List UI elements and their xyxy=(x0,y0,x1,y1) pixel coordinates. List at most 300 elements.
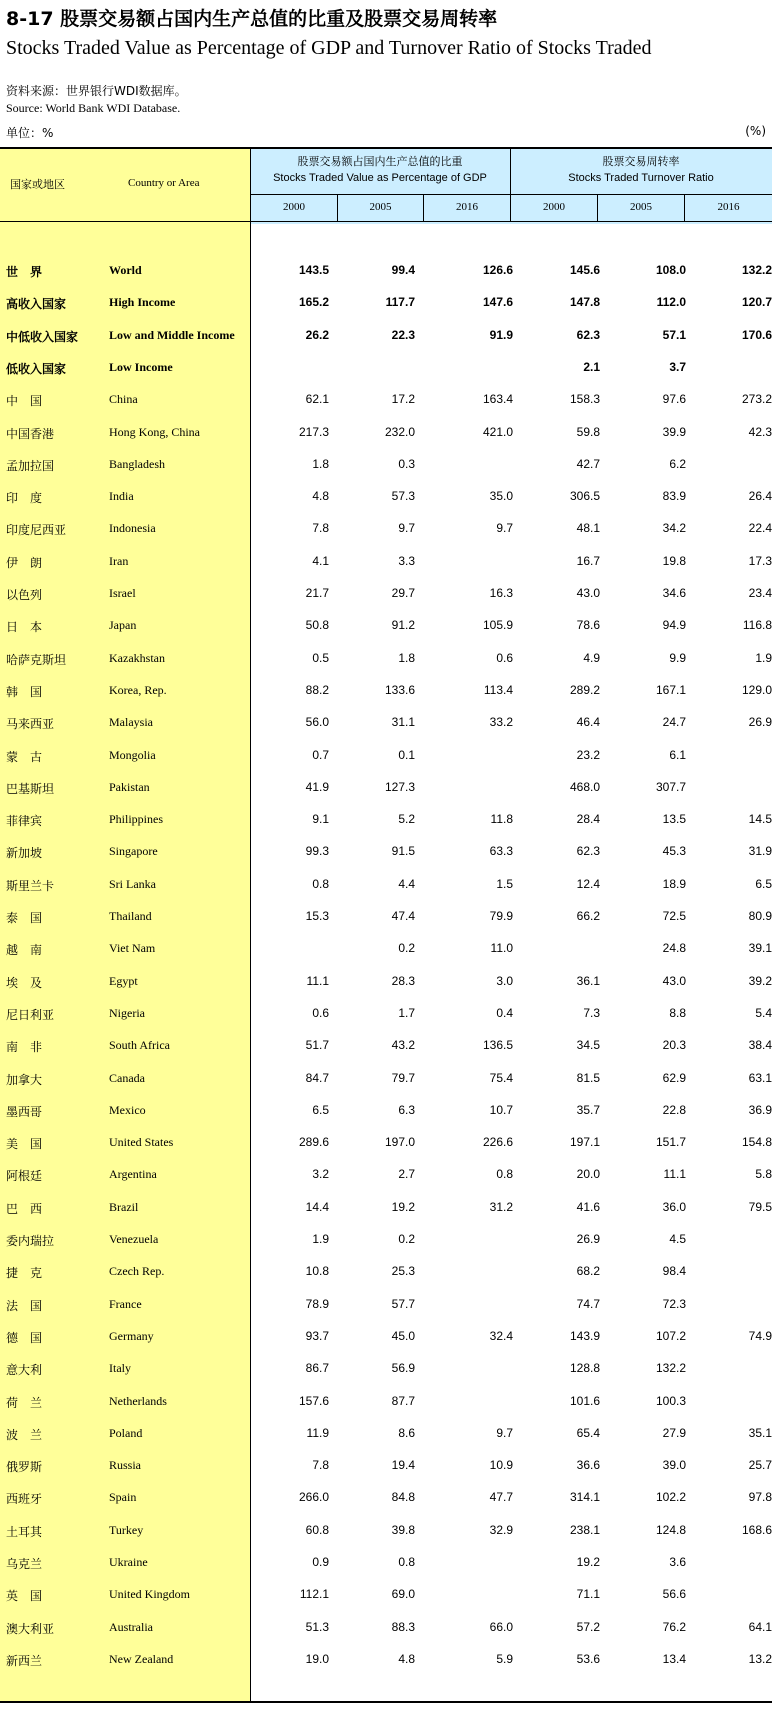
table-row xyxy=(0,1006,772,1024)
value-cell: 19.2 xyxy=(576,1555,600,1569)
value-cell: 39.1 xyxy=(748,941,772,955)
table-row xyxy=(0,1167,772,1185)
value-cell: 1.7 xyxy=(398,1006,415,1020)
country-name-english: Indonesia xyxy=(109,521,156,535)
value-cell: 22.4 xyxy=(748,521,772,535)
group-divider-rule xyxy=(250,194,772,195)
country-name-english: Low Income xyxy=(109,360,173,374)
value-cell: 289.2 xyxy=(569,683,600,697)
value-cell: 76.2 xyxy=(662,1620,686,1634)
value-cell: 143.5 xyxy=(298,263,329,277)
header-bottom-rule xyxy=(0,221,772,222)
value-cell: 57.7 xyxy=(391,1297,415,1311)
country-name-chinese: 加拿大 xyxy=(6,1073,43,1087)
country-name-chinese: 美 国 xyxy=(6,1137,43,1151)
value-cell: 60.8 xyxy=(305,1523,329,1537)
value-cell: 8.6 xyxy=(398,1426,415,1440)
value-cell: 57.3 xyxy=(391,489,415,503)
value-cell: 100.3 xyxy=(655,1394,686,1408)
country-name-english: Iran xyxy=(109,554,129,568)
value-cell: 66.2 xyxy=(576,909,600,923)
value-cell: 108.0 xyxy=(655,263,686,277)
table-row xyxy=(0,651,772,669)
value-cell: 163.4 xyxy=(482,392,513,406)
country-name-english: Mexico xyxy=(109,1103,146,1117)
value-cell: 197.1 xyxy=(569,1135,600,1149)
value-cell: 50.8 xyxy=(305,618,329,632)
value-cell: 158.3 xyxy=(569,392,600,406)
value-cell: 19.0 xyxy=(305,1652,329,1666)
value-cell: 43.2 xyxy=(391,1038,415,1052)
country-name-chinese: 中低收入国家 xyxy=(6,330,79,344)
country-name-english: Philippines xyxy=(109,812,164,826)
country-name-english: Ukraine xyxy=(109,1555,148,1569)
value-cell: 1.8 xyxy=(398,651,415,665)
country-name-english: Thailand xyxy=(109,909,152,923)
value-cell: 7.8 xyxy=(312,521,329,535)
country-name-english: India xyxy=(109,489,134,503)
table-row xyxy=(0,877,772,895)
country-name-english: Brazil xyxy=(109,1200,139,1214)
country-name-chinese: 澳大利亚 xyxy=(6,1622,55,1636)
value-cell: 36.6 xyxy=(576,1458,600,1472)
table-row xyxy=(0,1071,772,1089)
value-cell: 84.7 xyxy=(305,1071,329,1085)
value-cell: 3.7 xyxy=(669,360,686,374)
value-cell: 8.8 xyxy=(669,1006,686,1020)
country-name-chinese: 蒙 古 xyxy=(6,750,43,764)
value-cell: 62.1 xyxy=(305,392,329,406)
year-header: 2000 xyxy=(283,201,305,213)
value-cell: 63.3 xyxy=(489,844,513,858)
value-cell: 0.5 xyxy=(312,651,329,665)
table-row xyxy=(0,974,772,992)
country-name-english: Nigeria xyxy=(109,1006,145,1020)
country-name-english: Canada xyxy=(109,1071,145,1085)
value-cell: 13.2 xyxy=(748,1652,772,1666)
value-cell: 38.4 xyxy=(748,1038,772,1052)
value-cell: 4.8 xyxy=(312,489,329,503)
value-cell: 10.8 xyxy=(305,1264,329,1278)
country-name-chinese: 西班牙 xyxy=(6,1492,43,1506)
country-name-chinese: 印度尼西亚 xyxy=(6,523,67,537)
table-row xyxy=(0,1620,772,1638)
value-cell: 39.2 xyxy=(748,974,772,988)
table-row xyxy=(0,1394,772,1412)
table-row xyxy=(0,360,772,378)
value-cell: 56.0 xyxy=(305,715,329,729)
value-cell: 116.8 xyxy=(742,618,772,632)
value-cell: 63.1 xyxy=(748,1071,772,1085)
table-row xyxy=(0,392,772,410)
value-cell: 99.3 xyxy=(305,844,329,858)
value-cell: 133.6 xyxy=(384,683,415,697)
value-cell: 43.0 xyxy=(576,586,600,600)
value-cell: 289.6 xyxy=(298,1135,329,1149)
country-name-chinese: 委内瑞拉 xyxy=(6,1234,55,1248)
value-cell: 75.4 xyxy=(489,1071,513,1085)
value-cell: 45.0 xyxy=(391,1329,415,1343)
value-cell: 314.1 xyxy=(569,1490,600,1504)
country-name-chinese: 斯里兰卡 xyxy=(6,879,55,893)
country-name-chinese: 马来西亚 xyxy=(6,717,55,731)
value-cell: 4.9 xyxy=(583,651,600,665)
table-row xyxy=(0,1361,772,1379)
table-row xyxy=(0,1652,772,1670)
table-title-chinese: 8-17 股票交易额占国内生产总值的比重及股票交易周转率 xyxy=(6,8,498,30)
table-row xyxy=(0,1297,772,1315)
country-name-chinese: 尼日利亚 xyxy=(6,1008,55,1022)
value-cell: 35.7 xyxy=(576,1103,600,1117)
country-name-chinese: 捷 克 xyxy=(6,1266,43,1280)
country-name-chinese: 中国香港 xyxy=(6,427,55,441)
value-cell: 57.1 xyxy=(662,328,686,342)
year-header: 2016 xyxy=(717,201,740,213)
value-cell: 51.3 xyxy=(305,1620,329,1634)
value-cell: 18.9 xyxy=(662,877,686,891)
value-cell: 4.1 xyxy=(312,554,329,568)
value-cell: 147.8 xyxy=(569,295,600,309)
value-cell: 273.2 xyxy=(741,392,772,406)
value-cell: 226.6 xyxy=(482,1135,513,1149)
value-cell: 72.3 xyxy=(662,1297,686,1311)
value-cell: 24.8 xyxy=(662,941,686,955)
value-cell: 238.1 xyxy=(569,1523,600,1537)
value-cell: 0.4 xyxy=(496,1006,513,1020)
table-row xyxy=(0,1329,772,1347)
value-cell: 56.6 xyxy=(662,1587,686,1601)
value-cell: 11.9 xyxy=(306,1426,329,1440)
value-cell: 132.2 xyxy=(741,263,772,277)
value-cell: 151.7 xyxy=(655,1135,686,1149)
country-name-chinese: 菲律宾 xyxy=(6,814,43,828)
country-name-english: Germany xyxy=(109,1329,154,1343)
source-note-chinese: 资料来源：世界银行WDI数据库。 xyxy=(6,84,187,98)
value-cell: 167.1 xyxy=(655,683,686,697)
value-cell: 39.0 xyxy=(662,1458,686,1472)
value-cell: 6.2 xyxy=(669,457,686,471)
value-cell: 62.3 xyxy=(576,328,600,342)
country-name-chinese: 波 兰 xyxy=(6,1428,43,1442)
country-name-chinese: 高收入国家 xyxy=(6,297,67,311)
value-cell: 3.6 xyxy=(669,1555,686,1569)
value-cell: 127.3 xyxy=(384,780,415,794)
country-name-chinese: 意大利 xyxy=(6,1363,43,1377)
value-cell: 72.5 xyxy=(662,909,686,923)
value-cell: 3.3 xyxy=(398,554,415,568)
value-cell: 25.3 xyxy=(391,1264,415,1278)
country-name-chinese: 英 国 xyxy=(6,1589,43,1603)
table-row xyxy=(0,1490,772,1508)
value-cell: 132.2 xyxy=(655,1361,686,1375)
country-name-chinese: 巴基斯坦 xyxy=(6,782,55,796)
value-cell: 9.9 xyxy=(669,651,686,665)
country-name-english: Australia xyxy=(109,1620,153,1634)
value-cell: 197.0 xyxy=(384,1135,415,1149)
country-name-english: High Income xyxy=(109,295,176,309)
table-row xyxy=(0,521,772,539)
value-cell: 31.2 xyxy=(489,1200,513,1214)
value-cell: 94.9 xyxy=(662,618,686,632)
value-cell: 7.3 xyxy=(583,1006,600,1020)
value-cell: 0.2 xyxy=(398,1232,415,1246)
value-cell: 0.6 xyxy=(312,1006,329,1020)
value-cell: 0.8 xyxy=(312,877,329,891)
country-name-chinese: 韩 国 xyxy=(6,685,43,699)
value-cell: 13.4 xyxy=(662,1652,686,1666)
country-name-chinese: 印 度 xyxy=(6,491,43,505)
country-name-chinese: 法 国 xyxy=(6,1299,43,1313)
country-name-english: South Africa xyxy=(109,1038,170,1052)
value-cell: 64.1 xyxy=(748,1620,772,1634)
value-cell: 5.8 xyxy=(755,1167,772,1181)
table-row xyxy=(0,683,772,701)
value-cell: 26.9 xyxy=(576,1232,600,1246)
value-cell: 20.3 xyxy=(662,1038,686,1052)
country-name-english: Spain xyxy=(109,1490,137,1504)
value-cell: 84.8 xyxy=(391,1490,415,1504)
country-name-chinese: 新西兰 xyxy=(6,1654,43,1668)
value-cell: 47.4 xyxy=(391,909,415,923)
value-cell: 71.1 xyxy=(576,1587,600,1601)
value-cell: 0.6 xyxy=(496,651,513,665)
table-row xyxy=(0,328,772,346)
table-row xyxy=(0,457,772,475)
table-row xyxy=(0,1038,772,1056)
value-cell: 79.7 xyxy=(391,1071,415,1085)
group2-header-chinese: 股票交易周转率 xyxy=(602,155,680,168)
value-cell: 126.6 xyxy=(482,263,513,277)
value-cell: 27.9 xyxy=(662,1426,686,1440)
value-cell: 93.7 xyxy=(305,1329,329,1343)
country-name-chinese: 荷 兰 xyxy=(6,1396,43,1410)
value-cell: 29.7 xyxy=(391,586,415,600)
country-name-english: Kazakhstan xyxy=(109,651,165,665)
value-cell: 36.0 xyxy=(662,1200,686,1214)
year-header: 2016 xyxy=(456,201,478,213)
table-row xyxy=(0,909,772,927)
table-row xyxy=(0,554,772,572)
table-row xyxy=(0,295,772,313)
value-cell: 10.9 xyxy=(489,1458,513,1472)
value-cell: 26.2 xyxy=(305,328,329,342)
value-cell: 41.9 xyxy=(305,780,329,794)
value-cell: 48.1 xyxy=(576,521,600,535)
table-top-rule xyxy=(0,147,772,149)
value-cell: 47.7 xyxy=(489,1490,513,1504)
unit-label-chinese: 单位：% xyxy=(6,126,54,140)
value-cell: 46.4 xyxy=(576,715,600,729)
country-header-english: Country or Area xyxy=(128,177,200,189)
value-cell: 91.2 xyxy=(391,618,415,632)
value-cell: 165.2 xyxy=(298,295,329,309)
table-row xyxy=(0,715,772,733)
value-cell: 4.8 xyxy=(398,1652,415,1666)
country-name-chinese: 中 国 xyxy=(6,394,43,408)
table-row xyxy=(0,1523,772,1541)
value-cell: 35.1 xyxy=(748,1426,772,1440)
country-name-english: Sri Lanka xyxy=(109,877,156,891)
country-name-chinese: 低收入国家 xyxy=(6,362,67,376)
value-cell: 78.6 xyxy=(576,618,600,632)
table-row xyxy=(0,1135,772,1153)
value-cell: 5.2 xyxy=(398,812,415,826)
value-cell: 145.6 xyxy=(569,263,600,277)
value-cell: 17.3 xyxy=(748,554,772,568)
country-name-english: New Zealand xyxy=(109,1652,174,1666)
value-cell: 421.0 xyxy=(482,425,513,439)
value-cell: 66.0 xyxy=(489,1620,513,1634)
value-cell: 102.2 xyxy=(655,1490,686,1504)
value-cell: 101.6 xyxy=(569,1394,600,1408)
value-cell: 34.5 xyxy=(576,1038,600,1052)
value-cell: 266.0 xyxy=(298,1490,329,1504)
value-cell: 79.9 xyxy=(489,909,513,923)
table-row xyxy=(0,748,772,766)
table-row xyxy=(0,586,772,604)
value-cell: 62.9 xyxy=(662,1071,686,1085)
value-cell: 217.3 xyxy=(298,425,329,439)
value-cell: 23.4 xyxy=(748,586,772,600)
unit-label-english: (%) xyxy=(745,124,766,138)
value-cell: 0.3 xyxy=(398,457,415,471)
value-cell: 19.2 xyxy=(391,1200,415,1214)
value-cell: 59.8 xyxy=(576,425,600,439)
value-cell: 10.7 xyxy=(489,1103,513,1117)
value-cell: 9.7 xyxy=(398,521,415,535)
table-row xyxy=(0,844,772,862)
value-cell: 13.5 xyxy=(662,812,686,826)
value-cell: 1.9 xyxy=(312,1232,329,1246)
value-cell: 69.0 xyxy=(391,1587,415,1601)
value-cell: 124.8 xyxy=(655,1523,686,1537)
value-cell: 107.2 xyxy=(655,1329,686,1343)
value-cell: 7.8 xyxy=(312,1458,329,1472)
country-name-english: Russia xyxy=(109,1458,142,1472)
value-cell: 468.0 xyxy=(569,780,600,794)
group2-header-english: Stocks Traded Turnover Ratio xyxy=(568,172,714,184)
value-cell: 6.5 xyxy=(755,877,772,891)
country-name-chinese: 以色列 xyxy=(6,588,43,602)
value-cell: 25.7 xyxy=(748,1458,772,1472)
country-name-english: Mongolia xyxy=(109,748,156,762)
table-title-english: Stocks Traded Value as Percentage of GDP and Turnover Ratio of Stocks Traded xyxy=(6,37,652,59)
value-cell: 11.1 xyxy=(306,974,329,988)
country-name-english: Turkey xyxy=(109,1523,144,1537)
value-cell: 170.6 xyxy=(741,328,772,342)
group1-header-english: Stocks Traded Value as Percentage of GDP xyxy=(273,172,487,184)
value-cell: 24.7 xyxy=(662,715,686,729)
country-name-chinese: 墨西哥 xyxy=(6,1105,43,1119)
value-cell: 168.6 xyxy=(741,1523,772,1537)
table-row xyxy=(0,1426,772,1444)
value-cell: 9.1 xyxy=(312,812,329,826)
country-name-english: United States xyxy=(109,1135,174,1149)
value-cell: 28.3 xyxy=(391,974,415,988)
value-cell: 0.1 xyxy=(398,748,415,762)
value-cell: 11.0 xyxy=(490,941,513,955)
value-cell: 35.0 xyxy=(489,489,513,503)
value-cell: 22.3 xyxy=(391,328,415,342)
country-name-english: Viet Nam xyxy=(109,941,156,955)
value-cell: 15.3 xyxy=(305,909,329,923)
table-row xyxy=(0,263,772,281)
table-row xyxy=(0,618,772,636)
value-cell: 117.7 xyxy=(385,295,415,309)
value-cell: 306.5 xyxy=(569,489,600,503)
value-cell: 62.3 xyxy=(576,844,600,858)
value-cell: 17.2 xyxy=(391,392,415,406)
value-cell: 19.8 xyxy=(662,554,686,568)
value-cell: 36.1 xyxy=(576,974,600,988)
value-cell: 65.4 xyxy=(576,1426,600,1440)
value-cell: 112.0 xyxy=(656,295,686,309)
value-cell: 79.5 xyxy=(748,1200,772,1214)
country-name-chinese: 越 南 xyxy=(6,943,43,957)
country-name-chinese: 伊 朗 xyxy=(6,556,43,570)
value-cell: 39.8 xyxy=(391,1523,415,1537)
value-cell: 39.9 xyxy=(662,425,686,439)
country-name-english: United Kingdom xyxy=(109,1587,190,1601)
value-cell: 0.9 xyxy=(312,1555,329,1569)
value-cell: 0.7 xyxy=(312,748,329,762)
value-cell: 128.8 xyxy=(569,1361,600,1375)
value-cell: 5.4 xyxy=(755,1006,772,1020)
country-name-chinese: 巴 西 xyxy=(6,1202,43,1216)
country-name-english: Egypt xyxy=(109,974,138,988)
table-row xyxy=(0,1264,772,1282)
country-name-chinese: 新加坡 xyxy=(6,846,43,860)
value-cell: 147.6 xyxy=(482,295,513,309)
value-cell: 26.4 xyxy=(748,489,772,503)
value-cell: 6.5 xyxy=(312,1103,329,1117)
country-name-chinese: 俄罗斯 xyxy=(6,1460,43,1474)
value-cell: 81.5 xyxy=(576,1071,600,1085)
value-cell: 19.4 xyxy=(391,1458,415,1472)
value-cell: 74.9 xyxy=(748,1329,772,1343)
value-cell: 6.3 xyxy=(398,1103,415,1117)
value-cell: 51.7 xyxy=(305,1038,329,1052)
country-name-english: World xyxy=(109,263,142,277)
value-cell: 1.9 xyxy=(755,651,772,665)
country-name-chinese: 泰 国 xyxy=(6,911,43,925)
value-cell: 32.9 xyxy=(489,1523,513,1537)
table-row xyxy=(0,1103,772,1121)
source-note-english: Source: World Bank WDI Database. xyxy=(6,101,181,115)
value-cell: 45.3 xyxy=(662,844,686,858)
value-cell: 23.2 xyxy=(576,748,600,762)
country-name-english: Malaysia xyxy=(109,715,153,729)
value-cell: 20.0 xyxy=(576,1167,600,1181)
country-name-english: Bangladesh xyxy=(109,457,165,471)
value-cell: 9.7 xyxy=(496,1426,513,1440)
unit-row xyxy=(6,124,766,140)
table-row xyxy=(0,780,772,798)
group1-header-chinese: 股票交易额占国内生产总值的比重 xyxy=(297,155,463,168)
country-name-chinese: 埃 及 xyxy=(6,976,43,990)
value-cell: 11.1 xyxy=(663,1167,686,1181)
value-cell: 113.4 xyxy=(483,683,513,697)
country-name-chinese: 日 本 xyxy=(6,620,43,634)
value-cell: 154.8 xyxy=(741,1135,772,1149)
value-cell: 86.7 xyxy=(305,1361,329,1375)
value-cell: 98.4 xyxy=(662,1264,686,1278)
value-cell: 34.2 xyxy=(662,521,686,535)
value-cell: 28.4 xyxy=(576,812,600,826)
value-cell: 42.7 xyxy=(576,457,600,471)
country-header-chinese: 国家或地区 xyxy=(10,178,65,191)
country-name-english: Korea, Rep. xyxy=(109,683,167,697)
